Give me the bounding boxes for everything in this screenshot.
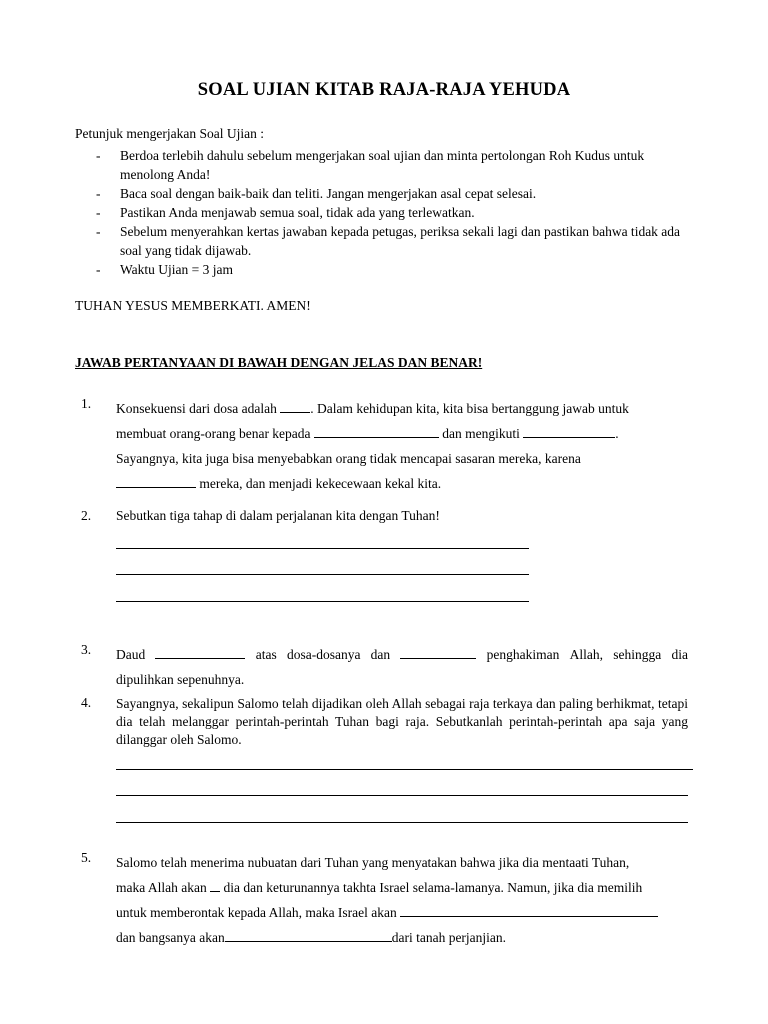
question-text: dan mengikuti <box>442 426 520 441</box>
answer-blank[interactable] <box>400 646 476 659</box>
question-body <box>116 396 688 496</box>
blessing-text: TUHAN YESUS MEMBERKATI. AMEN! <box>75 298 311 313</box>
question-text: . Dalam kehidupan kita, kita bisa bertanggung jawab untuk <box>310 401 629 416</box>
question-text: atas <box>255 647 277 662</box>
answer-line[interactable] <box>116 574 529 575</box>
question-text: maka Allah akan <box>116 880 207 895</box>
question-text: Sebutkan tiga tahap di dalam perjalanan kita dengan Tuhan! <box>116 508 440 523</box>
answer-blank[interactable] <box>400 904 658 917</box>
instruction-item: - Waktu Ujian = 3 jam <box>96 260 696 279</box>
question-text: Daud <box>116 647 146 662</box>
question-text: . <box>615 426 619 441</box>
question-text: dan <box>370 647 391 662</box>
answer-blank[interactable] <box>280 400 310 413</box>
question-text: dia dan keturunannya takhta Israel selama-lamanya. Namun, jika dia memilih <box>223 880 643 895</box>
instruction-item: - Baca soal dengan baik-baik dan teliti. Jangan mengerjakan asal cepat selesai. <box>96 184 696 203</box>
question-number: 3. <box>81 642 92 657</box>
question-text: dosa-dosanya <box>286 647 361 662</box>
question-text: dari tanah perjanjian. <box>391 930 507 945</box>
answer-line[interactable] <box>116 601 529 602</box>
question-text: Sayangnya, kita juga bisa menyebabkan orang tidak mencapai sasaran mereka, karena <box>116 451 581 466</box>
instructions-list <box>96 146 696 279</box>
question-text: untuk memberontak kepada Allah, maka Israel akan <box>116 905 397 920</box>
question-body <box>116 850 688 950</box>
answer-blank[interactable] <box>225 929 392 942</box>
question-text: Allah, <box>569 647 603 662</box>
page-title: SOAL UJIAN KITAB RAJA-RAJA YEHUDA <box>197 80 571 100</box>
answer-blank[interactable] <box>116 475 196 488</box>
question-text: membuat orang-orang benar kepada <box>116 426 311 441</box>
question-text: Sayangnya, sekalipun Salomo telah dijadikan oleh Allah sebagai raja terkaya dan paling berhikmat, tetapi dia telah melanggar perintah-perintah Tuhan bagi raja. Sebutkanlah perintah-perintah apa saja yang dilanggar oleh Salomo. <box>116 696 688 747</box>
question-number: 1. <box>81 396 92 411</box>
question-text: Salomo telah menerima nubuatan dari Tuhan yang menyatakan bahwa jika dia mentaati Tuhan, <box>116 855 630 870</box>
section-instruction: JAWAB PERTANYAAN DI BAWAH DENGAN JELAS DAN BENAR! <box>75 355 483 370</box>
question-text: sehingga <box>613 647 662 662</box>
instruction-item: - Berdoa terlebih dahulu sebelum mengerjakan soal ujian dan minta pertolongan Roh Kudus untuk menolong Anda! <box>96 146 696 184</box>
question-text: dia <box>671 647 688 662</box>
question-text: penghakiman <box>486 647 560 662</box>
question-number: 5. <box>81 850 92 865</box>
answer-blank[interactable] <box>155 646 245 659</box>
question-text: Konsekuensi dari dosa adalah <box>116 401 277 416</box>
instructions-heading: Petunjuk mengerjakan Soal Ujian : <box>75 126 264 141</box>
answer-line[interactable] <box>116 769 693 770</box>
question-text: dan bangsanya akan <box>116 930 225 945</box>
question-number: 4. <box>81 695 92 710</box>
question-number: 2. <box>81 508 92 523</box>
answer-blank[interactable] <box>314 425 439 438</box>
instruction-item: - Pastikan Anda menjawab semua soal, tidak ada yang terlewatkan. <box>96 203 696 222</box>
question-text: dipulihkan sepenuhnya. <box>116 672 245 687</box>
answer-blank[interactable] <box>523 425 615 438</box>
answer-line[interactable] <box>116 822 688 823</box>
answer-line[interactable] <box>116 548 529 549</box>
instruction-item: - Sebelum menyerahkan kertas jawaban kepada petugas, periksa sekali lagi dan pastikan bahwa tidak ada soal yang tidak dijawab. <box>96 222 696 260</box>
answer-line[interactable] <box>116 795 688 796</box>
answer-blank[interactable] <box>210 879 220 892</box>
question-text: mereka, dan menjadi kekecewaan kekal kita. <box>199 476 442 491</box>
question-body <box>116 642 688 692</box>
